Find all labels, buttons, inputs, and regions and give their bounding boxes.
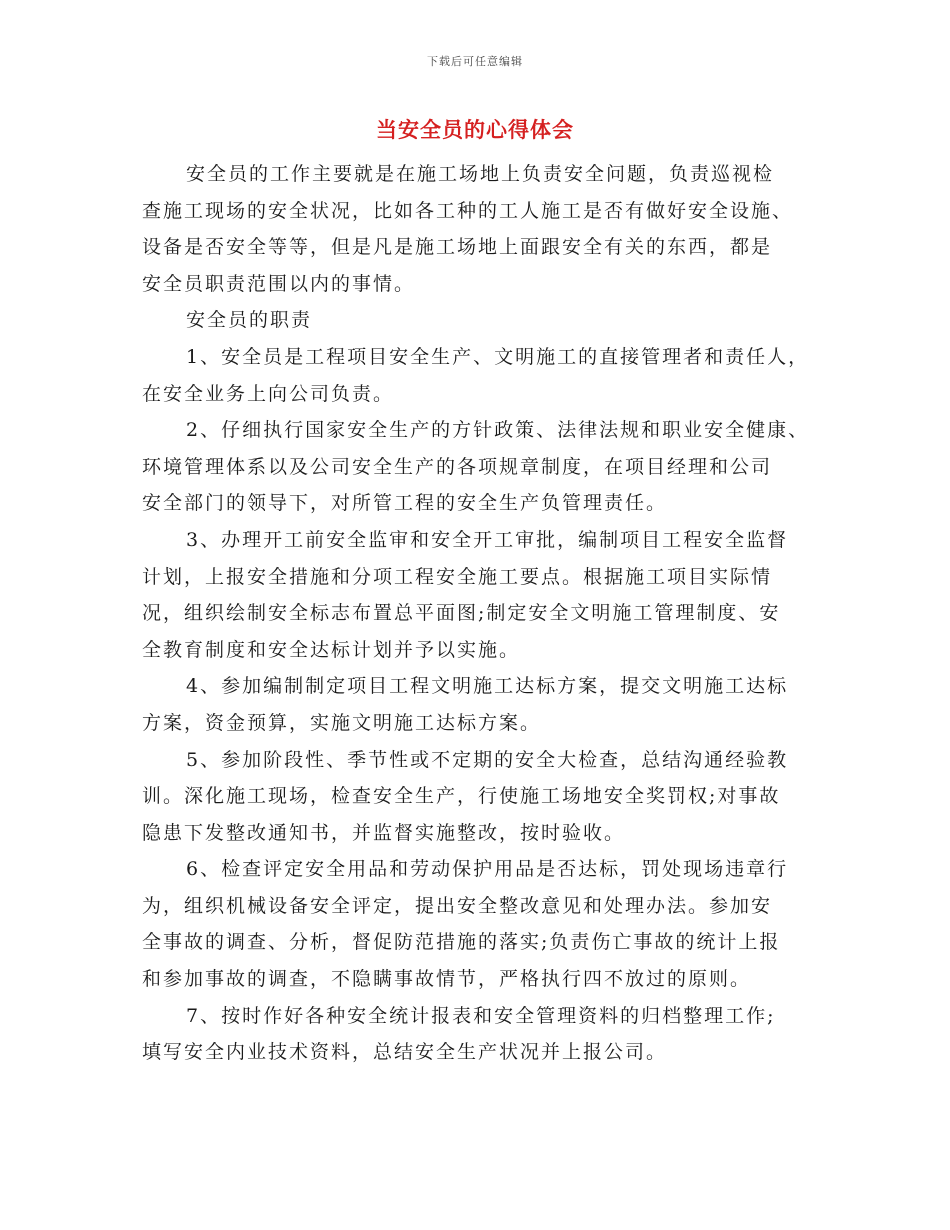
paragraph-line: 为，组织机械设备安全评定，提出安全整改意见和处理办法。参加安	[142, 894, 773, 917]
paragraph-line: 7、按时作好各种安全统计报表和安全管理资料的归档整理工作;	[186, 1004, 776, 1027]
paragraph-line: 计划，上报安全措施和分项工程安全施工要点。根据施工项目实际情	[142, 565, 773, 588]
paragraph-line: 6、检查评定安全用品和劳动保护用品是否达标，罚处现场违章行	[186, 858, 789, 881]
paragraph-line: 训。深化施工现场，检查安全生产，行使施工场地安全奖罚权;对事故	[142, 785, 781, 808]
paragraph-line: 方案，资金预算，实施文明施工达标方案。	[142, 711, 542, 734]
paragraph-line: 设备是否安全等等，但是凡是施工场地上面跟安全有关的东西，都是	[142, 236, 773, 259]
paragraph-line: 况，组织绘制安全标志布置总平面图;制定安全文明施工管理制度、安	[142, 602, 781, 625]
section-heading: 安全员的职责	[186, 309, 313, 332]
paragraph-line: 安全部门的领导下，对所管工程的安全生产负管理责任。	[142, 492, 668, 515]
header-note: 下载后可任意编辑	[427, 55, 523, 68]
paragraph-line: 3、办理开工前安全监审和安全开工审批，编制项目工程安全监督	[186, 528, 789, 551]
paragraph-line: 4、参加编制制定项目工程文明施工达标方案，提交文明施工达标	[186, 675, 789, 698]
paragraph-line: 5、参加阶段性、季节性或不定期的安全大检查，总结沟通经验教	[186, 748, 789, 771]
paragraph-line: 查施工现场的安全状况，比如各工种的工人施工是否有做好安全设施、	[142, 199, 794, 222]
paragraph-line: 安全员职责范围以内的事情。	[142, 272, 416, 295]
paragraph-line: 全事故的调查、分析，督促防范措施的落实;负责伤亡事故的统计上报	[142, 931, 781, 954]
paragraph-line: 环境管理体系以及公司安全生产的各项规章制度，在项目经理和公司	[142, 455, 773, 478]
paragraph-line: 在安全业务上向公司负责。	[142, 382, 395, 405]
paragraph-line: 和参加事故的调查，不隐瞒事故情节，严格执行四不放过的原则。	[142, 968, 752, 991]
paragraph-line: 1、安全员是工程项目安全生产、文明施工的直接管理者和责任人，	[186, 345, 810, 368]
paragraph-line: 隐患下发整改通知书，并监督实施整改，按时验收。	[142, 821, 626, 844]
document-body	[142, 156, 820, 1071]
paragraph-line: 填写安全内业技术资料，总结安全生产状况并上报公司。	[142, 1041, 668, 1064]
paragraph-line: 安全员的工作主要就是在施工场地上负责安全问题，负责巡视检	[186, 163, 775, 185]
paragraph-line: 全教育制度和安全达标计划并予以实施。	[142, 638, 521, 661]
document-title: 当安全员的心得体会	[376, 117, 574, 142]
paragraph-line: 2、仔细执行国家安全生产的方针政策、法律法规和职业安全健康、	[186, 419, 810, 442]
